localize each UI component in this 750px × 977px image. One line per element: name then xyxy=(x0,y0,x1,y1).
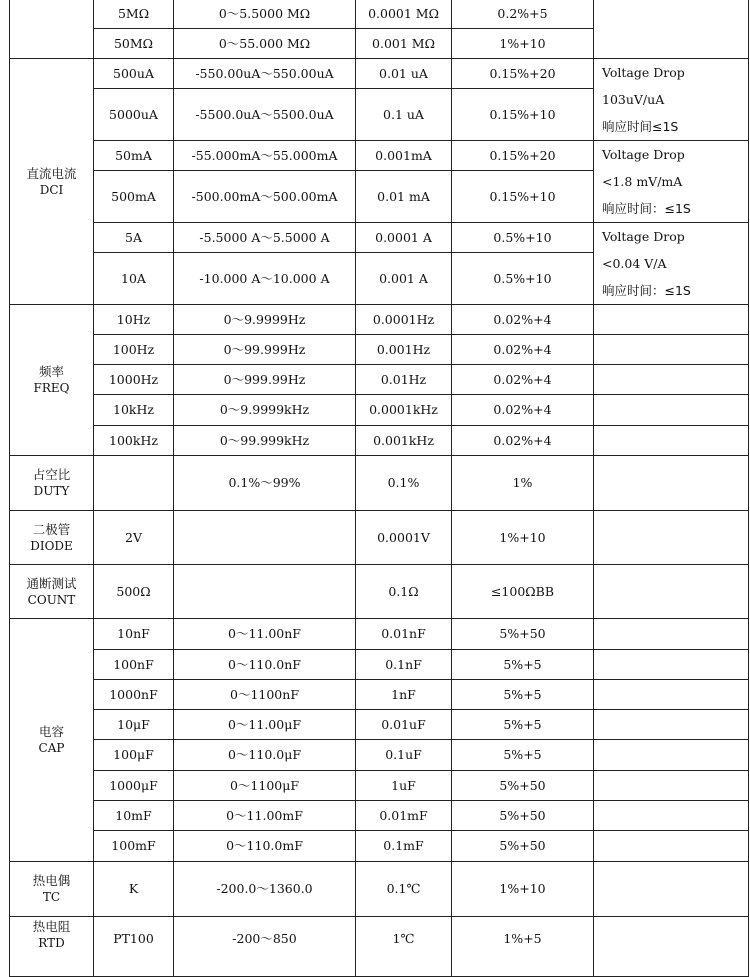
note-line: 响应时间：≤1S xyxy=(602,201,691,216)
function-cell-resistance xyxy=(10,0,94,59)
accuracy-cell: 5%+50 xyxy=(452,619,594,650)
scope-cell: 0.1%～99% xyxy=(174,456,356,511)
note-cell xyxy=(594,565,749,619)
table-row xyxy=(10,141,749,171)
note-line: 响应时间≤1S xyxy=(602,119,679,134)
function-name-cn: 直流电流 xyxy=(26,165,77,181)
table-row xyxy=(10,710,749,740)
resolution-cell: 0.1% xyxy=(356,456,452,511)
range-cell: 50mA xyxy=(94,141,174,171)
range-cell: 2V xyxy=(94,511,174,565)
table-row xyxy=(10,59,749,89)
table-row xyxy=(10,801,749,831)
range-cell: 10kHz xyxy=(94,395,174,426)
function-name-en: TC xyxy=(42,890,61,904)
resolution-cell: 0.001mA xyxy=(356,141,452,171)
range-cell: 100μF xyxy=(94,740,174,771)
table-row xyxy=(10,619,749,650)
accuracy-cell: 0.15%+20 xyxy=(452,59,594,89)
table-row xyxy=(10,771,749,801)
accuracy-cell: 0.15%+10 xyxy=(452,171,594,223)
range-cell: 10Hz xyxy=(94,305,174,335)
range-cell: 5MΩ xyxy=(94,0,174,29)
range-cell: 500mA xyxy=(94,171,174,223)
table-row xyxy=(10,565,749,619)
accuracy-cell: 5%+5 xyxy=(452,650,594,680)
function-cell-rtd xyxy=(10,917,94,977)
resolution-cell: 0.01uF xyxy=(356,710,452,740)
scope-cell: -200.0～1360.0 xyxy=(174,862,356,917)
scope-cell: 0～5.5000 MΩ xyxy=(174,0,356,29)
accuracy-cell: 5%+5 xyxy=(452,680,594,710)
range-cell: 1000Hz xyxy=(94,365,174,395)
note-cell xyxy=(594,335,749,365)
resolution-cell: 0.1nF xyxy=(356,650,452,680)
scope-cell: 0～110.0mF xyxy=(174,831,356,862)
resolution-cell: 0.0001 A xyxy=(356,223,452,253)
resolution-cell: 0.01Hz xyxy=(356,365,452,395)
accuracy-cell: 0.02%+4 xyxy=(452,395,594,426)
table-row xyxy=(10,862,749,917)
resolution-cell: 0.1uF xyxy=(356,740,452,771)
resolution-cell: 0.01 uA xyxy=(356,59,452,89)
note-cell xyxy=(594,771,749,801)
table-row xyxy=(10,740,749,771)
note-cell xyxy=(594,619,749,650)
note-cell xyxy=(594,223,749,305)
table-row xyxy=(10,223,749,253)
note-cell xyxy=(594,511,749,565)
note-cell xyxy=(594,0,749,59)
resolution-cell: 0.01 mA xyxy=(356,171,452,223)
resolution-cell: 0.1Ω xyxy=(356,565,452,619)
note-line: <1.8 mV/mA xyxy=(602,174,683,189)
accuracy-cell: 0.5%+10 xyxy=(452,253,594,305)
resolution-cell: 0.01nF xyxy=(356,619,452,650)
function-name-en: FREQ xyxy=(33,381,70,395)
accuracy-cell: 5%+50 xyxy=(452,771,594,801)
scope-cell: 0～1100nF xyxy=(174,680,356,710)
range-cell: K xyxy=(94,862,174,917)
function-cell-cap xyxy=(10,619,94,862)
scope-cell: -5500.0uA～5500.0uA xyxy=(174,89,356,141)
accuracy-cell: 1%+10 xyxy=(452,29,594,59)
note-cell xyxy=(594,365,749,395)
range-cell: 5A xyxy=(94,223,174,253)
note-cell xyxy=(594,305,749,335)
range-cell: 50MΩ xyxy=(94,29,174,59)
table-row xyxy=(10,831,749,862)
scope-cell: 0～9.9999Hz xyxy=(174,305,356,335)
scope-cell: 0～11.00μF xyxy=(174,710,356,740)
function-name-cn: 占空比 xyxy=(32,467,71,482)
note-cell xyxy=(594,395,749,426)
note-cell xyxy=(594,831,749,862)
range-cell: 100mF xyxy=(94,831,174,862)
table-row xyxy=(10,305,749,335)
range-cell: PT100 xyxy=(94,917,174,977)
accuracy-cell: 5%+50 xyxy=(452,801,594,831)
resolution-cell: 0.0001kHz xyxy=(356,395,452,426)
range-cell: 100nF xyxy=(94,650,174,680)
table-row xyxy=(10,335,749,365)
scope-cell: 0～55.000 MΩ xyxy=(174,29,356,59)
note-cell xyxy=(594,59,749,141)
accuracy-cell: 1%+10 xyxy=(452,862,594,917)
function-name-cn: 热电偶 xyxy=(32,873,71,888)
function-name-cn: 电容 xyxy=(38,724,64,739)
range-cell: 10μF xyxy=(94,710,174,740)
table-row xyxy=(10,917,749,977)
resolution-cell: 0.0001 MΩ xyxy=(356,0,452,29)
note-cell xyxy=(594,426,749,456)
accuracy-cell: 0.02%+4 xyxy=(452,305,594,335)
table-row xyxy=(10,426,749,456)
table-row xyxy=(10,0,749,29)
resolution-cell: 0.1mF xyxy=(356,831,452,862)
note-cell xyxy=(594,710,749,740)
range-cell: 10nF xyxy=(94,619,174,650)
function-name-cn: 热电阻 xyxy=(32,919,71,934)
scope-cell: 0～11.00mF xyxy=(174,801,356,831)
resolution-cell: 1uF xyxy=(356,771,452,801)
resolution-cell: 1nF xyxy=(356,680,452,710)
note-line: Voltage Drop xyxy=(602,147,685,162)
range-cell: 500uA xyxy=(94,59,174,89)
range-cell: 10mF xyxy=(94,801,174,831)
function-name-cn: 频率 xyxy=(38,364,64,379)
accuracy-cell: 0.15%+10 xyxy=(452,89,594,141)
note-cell xyxy=(594,740,749,771)
resolution-cell: 0.1 uA xyxy=(356,89,452,141)
function-cell-freq xyxy=(10,305,94,456)
resolution-cell: 0.0001Hz xyxy=(356,305,452,335)
table-row xyxy=(10,456,749,511)
scope-cell: 0～1100μF xyxy=(174,771,356,801)
function-name-cn: 二极管 xyxy=(32,521,71,537)
note-cell xyxy=(594,456,749,511)
scope-cell xyxy=(174,565,356,619)
scope-cell: -200～850 xyxy=(174,917,356,977)
accuracy-cell: 0.15%+20 xyxy=(452,141,594,171)
range-cell: 100kHz xyxy=(94,426,174,456)
table-row xyxy=(10,650,749,680)
function-cell-tc xyxy=(10,862,94,917)
accuracy-cell: 5%+50 xyxy=(452,831,594,862)
note-line: 响应时间：≤1S xyxy=(602,283,691,298)
scope-cell: 0～11.00nF xyxy=(174,619,356,650)
scope-cell: 0～110.0μF xyxy=(174,740,356,771)
note-line: <0.04 V/A xyxy=(602,256,667,271)
scope-cell: -55.000mA～55.000mA xyxy=(174,141,356,171)
function-name-en: DIODE xyxy=(30,538,73,553)
accuracy-cell: 0.02%+4 xyxy=(452,335,594,365)
note-cell xyxy=(594,862,749,917)
note-cell xyxy=(594,650,749,680)
range-cell: 100Hz xyxy=(94,335,174,365)
accuracy-cell: 0.2%+5 xyxy=(452,0,594,29)
scope-cell: 0～99.999Hz xyxy=(174,335,356,365)
spec-table xyxy=(9,0,749,977)
scope-cell xyxy=(174,511,356,565)
scope-cell: -5.5000 A～5.5000 A xyxy=(174,223,356,253)
note-cell xyxy=(594,141,749,223)
accuracy-cell: 0.02%+4 xyxy=(452,426,594,456)
function-name-en: DCI xyxy=(39,182,64,197)
scope-cell: -500.00mA～500.00mA xyxy=(174,171,356,223)
range-cell: 500Ω xyxy=(94,565,174,619)
table-row xyxy=(10,395,749,426)
scope-cell: 0～9.9999kHz xyxy=(174,395,356,426)
table-row xyxy=(10,511,749,565)
function-cell-diode xyxy=(10,511,94,565)
scope-cell: -10.000 A～10.000 A xyxy=(174,253,356,305)
resolution-cell: 0.001Hz xyxy=(356,335,452,365)
resolution-cell: 0.001kHz xyxy=(356,426,452,456)
resolution-cell: 0.001 MΩ xyxy=(356,29,452,59)
scope-cell: 0～999.99Hz xyxy=(174,365,356,395)
accuracy-cell: 0.5%+10 xyxy=(452,223,594,253)
resolution-cell: 0.001 A xyxy=(356,253,452,305)
function-cell-dci xyxy=(10,59,94,305)
accuracy-cell: 1%+10 xyxy=(452,511,594,565)
scope-cell: 0～99.999kHz xyxy=(174,426,356,456)
function-name-en: DUTY xyxy=(33,484,70,498)
accuracy-cell: 5%+5 xyxy=(452,710,594,740)
accuracy-cell: ≤100ΩBB xyxy=(452,565,594,619)
note-line: 103uV/uA xyxy=(602,92,665,107)
scope-cell: 0～110.0nF xyxy=(174,650,356,680)
table-row xyxy=(10,365,749,395)
accuracy-cell: 5%+5 xyxy=(452,740,594,771)
function-name-en: CAP xyxy=(38,741,65,755)
function-cell-duty xyxy=(10,456,94,511)
accuracy-cell: 1% xyxy=(452,456,594,511)
function-name-en: COUNT xyxy=(27,592,76,607)
range-cell xyxy=(94,456,174,511)
function-name-en: RTD xyxy=(38,936,65,950)
accuracy-cell: 1%+5 xyxy=(452,917,594,977)
range-cell: 5000uA xyxy=(94,89,174,141)
table-row xyxy=(10,680,749,710)
function-cell-count xyxy=(10,565,94,619)
range-cell: 1000μF xyxy=(94,771,174,801)
accuracy-cell: 0.02%+4 xyxy=(452,365,594,395)
range-cell: 1000nF xyxy=(94,680,174,710)
range-cell: 10A xyxy=(94,253,174,305)
note-line: Voltage Drop xyxy=(602,229,685,244)
note-cell xyxy=(594,917,749,977)
resolution-cell: 0.1℃ xyxy=(356,862,452,917)
resolution-cell: 0.0001V xyxy=(356,511,452,565)
note-cell xyxy=(594,801,749,831)
resolution-cell: 1℃ xyxy=(356,917,452,977)
function-name-cn: 通断测试 xyxy=(26,575,77,591)
note-cell xyxy=(594,680,749,710)
resolution-cell: 0.01mF xyxy=(356,801,452,831)
scope-cell: -550.00uA～550.00uA xyxy=(174,59,356,89)
note-line: Voltage Drop xyxy=(602,65,685,80)
